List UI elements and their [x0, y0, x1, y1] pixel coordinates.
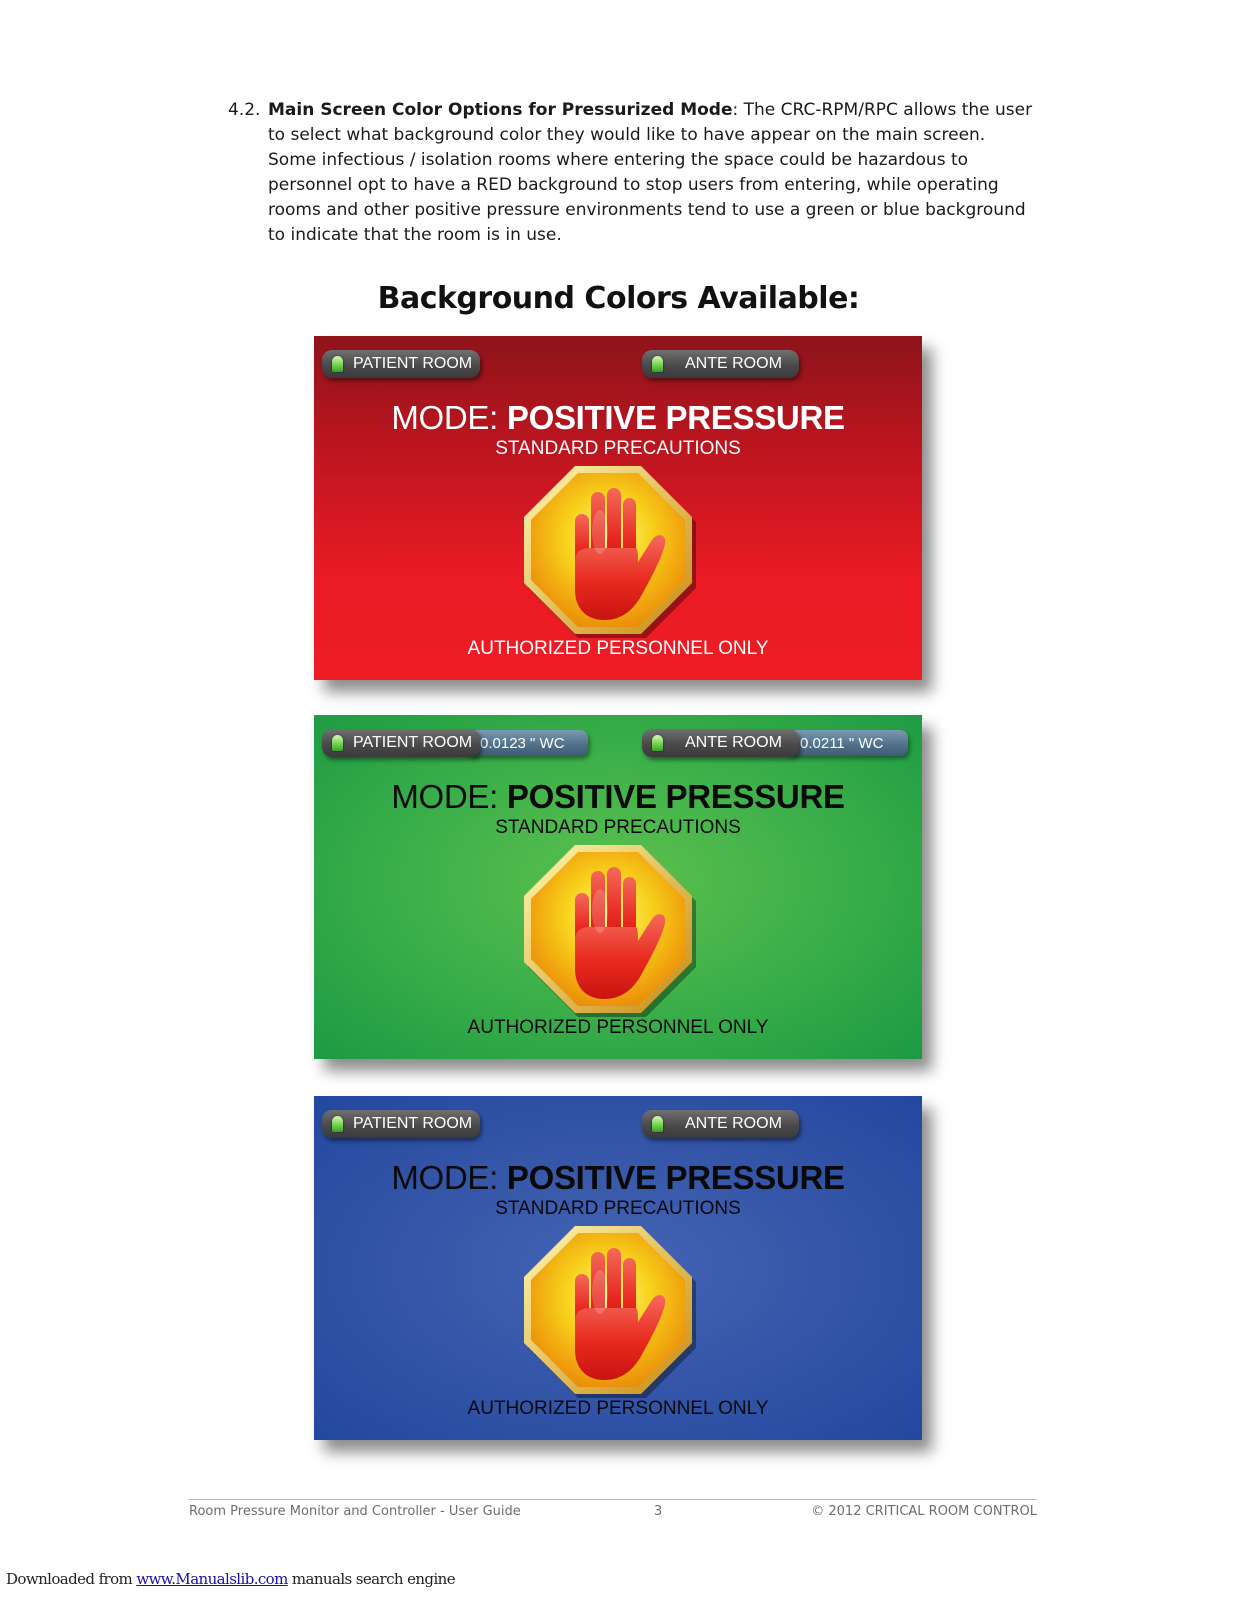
precautions-text: STANDARD PRECAUTIONS	[495, 817, 741, 838]
mode-value: POSITIVE PRESSURE	[506, 1159, 845, 1196]
patient-room-indicator[interactable]	[322, 350, 480, 378]
download-note	[6, 1570, 455, 1588]
mode-title	[314, 778, 922, 816]
mode-prefix: MODE:	[391, 1159, 498, 1196]
mode-prefix: MODE:	[391, 399, 498, 436]
ante-room-indicator[interactable]	[642, 350, 799, 378]
ante-room-reading: 0.0211 " WC	[786, 730, 908, 756]
precautions-text: STANDARD PRECAUTIONS	[495, 1198, 741, 1219]
patient-room-reading: 0.0123 " WC	[466, 730, 588, 756]
ante-room-label: ANTE ROOM	[685, 1115, 782, 1132]
section-line-5: rooms and other positive pressure environments tend to use a green or blue background	[268, 200, 1026, 220]
patient-room-indicator[interactable]	[322, 729, 480, 757]
download-suffix: manuals search engine	[287, 1570, 455, 1588]
mode-prefix: MODE:	[391, 778, 498, 815]
patient-room-indicator[interactable]	[322, 1110, 480, 1138]
green-led-icon	[332, 356, 343, 372]
manualslib-link[interactable]: www.Manualslib.com	[136, 1570, 288, 1588]
authorized-text: AUTHORIZED PERSONNEL ONLY	[467, 1398, 769, 1419]
green-screen-preview	[314, 715, 922, 1059]
mode-value: POSITIVE PRESSURE	[506, 399, 845, 436]
stop-hand-icon	[520, 1222, 696, 1398]
footer-page-number: 3	[654, 1504, 663, 1519]
section-line-2: to select what background color they would like to have appear on the main screen.	[268, 125, 986, 145]
section-line-4: personnel opt to have a RED background to stop users from entering, while operating	[268, 175, 999, 195]
download-prefix: Downloaded from	[6, 1570, 137, 1588]
section-line-3: Some infectious / isolation rooms where entering the space could be hazardous to	[268, 150, 969, 170]
page-heading: Background Colors Available:	[377, 281, 860, 316]
footer-copyright: © 2012 CRITICAL ROOM CONTROL	[811, 1504, 1037, 1519]
section-title: Main Screen Color Options for Pressurized Mode	[268, 100, 733, 120]
section-line-6: to indicate that the room is in use.	[268, 225, 562, 245]
page-footer	[189, 1499, 1037, 1524]
green-led-icon	[332, 1116, 343, 1132]
green-led-icon	[652, 1116, 663, 1132]
footer-guide-title: Room Pressure Monitor and Controller - User Guide	[189, 1504, 521, 1519]
mode-title	[314, 399, 922, 437]
green-led-icon	[652, 356, 663, 372]
green-led-icon	[332, 735, 343, 751]
stop-hand-icon	[520, 841, 696, 1017]
ante-room-label: ANTE ROOM	[685, 734, 782, 751]
section-body	[268, 98, 1033, 248]
patient-room-label: PATIENT ROOM	[353, 355, 473, 372]
mode-value: POSITIVE PRESSURE	[506, 778, 845, 815]
ante-room-indicator[interactable]	[642, 1110, 799, 1138]
ante-room-indicator[interactable]	[642, 729, 799, 757]
precautions-text: STANDARD PRECAUTIONS	[495, 438, 741, 459]
section-number: 4.2.	[228, 100, 261, 120]
green-led-icon	[652, 735, 663, 751]
stop-hand-icon	[520, 462, 696, 638]
section-line-1-rest: : The CRC-RPM/RPC allows the user	[732, 100, 1033, 120]
patient-room-label: PATIENT ROOM	[353, 734, 473, 751]
section-line-1	[268, 98, 1033, 123]
ante-room-label: ANTE ROOM	[685, 355, 782, 372]
authorized-text: AUTHORIZED PERSONNEL ONLY	[467, 1017, 769, 1038]
patient-room-label: PATIENT ROOM	[353, 1115, 473, 1132]
mode-title	[314, 1159, 922, 1197]
authorized-text: AUTHORIZED PERSONNEL ONLY	[467, 638, 769, 659]
red-screen-preview	[314, 336, 922, 680]
blue-screen-preview	[314, 1096, 922, 1440]
